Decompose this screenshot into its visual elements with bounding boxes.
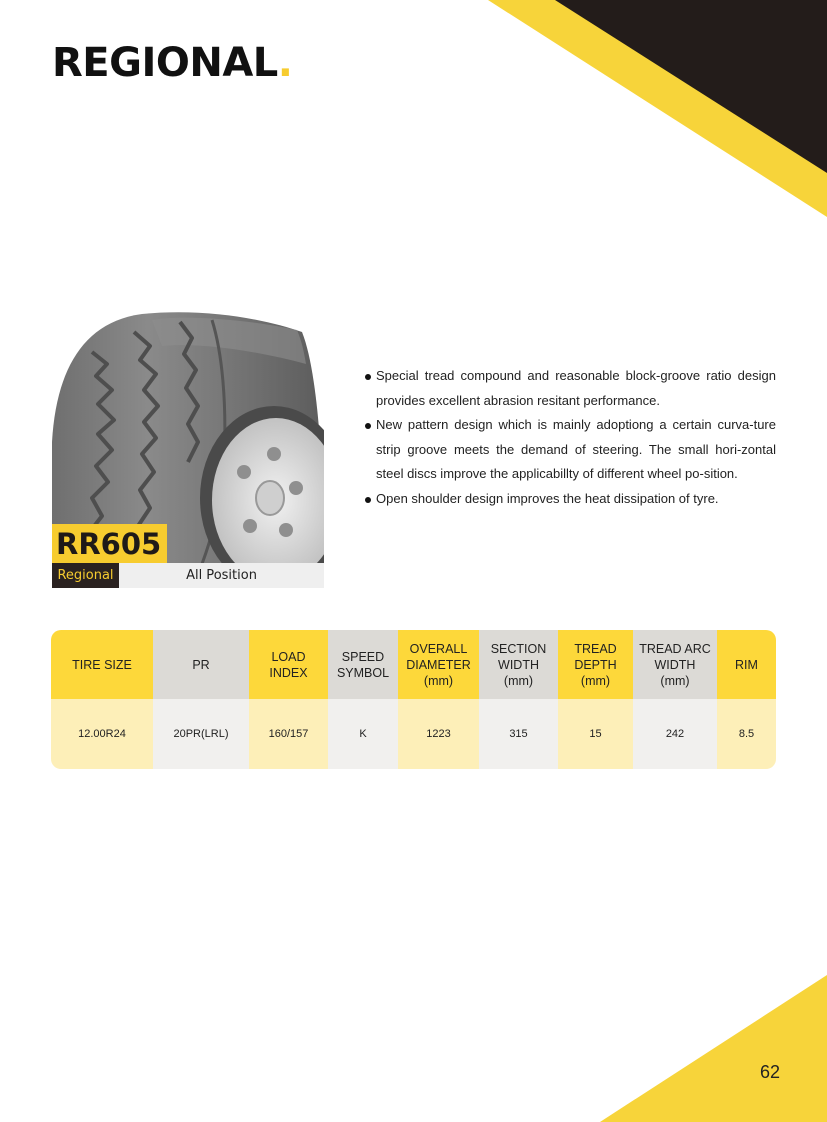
top-right-dark-triangle [555,0,827,173]
spec-header-cell: PR [153,630,249,699]
spec-column-tire-size [51,630,153,769]
spec-column-overall-diameter [398,630,479,769]
spec-header-cell: TIRE SIZE [51,630,153,699]
spec-column-tread-depth [558,630,633,769]
spec-header-cell: TREAD ARC WIDTH (mm) [633,630,717,699]
spec-data-cell: 242 [633,699,717,769]
spec-data-cell: 12.00R24 [51,699,153,769]
spec-data-cell: 1223 [398,699,479,769]
tire-tag-row [52,563,324,588]
spec-table [51,630,776,769]
page-number: 62 [760,1062,781,1082]
spec-header-cell: SPEED SYMBOL [328,630,398,699]
spec-column-tread-arc-width [633,630,717,769]
spec-data-cell: 160/157 [249,699,328,769]
tire-product-card [52,312,324,588]
spec-column-rim [717,630,776,769]
spec-column-section-width [479,630,558,769]
category-tag: Regional [52,563,119,588]
spec-header-cell: RIM [717,630,776,699]
spec-data-cell: 8.5 [717,699,776,769]
spec-header-cell: LOAD INDEX [249,630,328,699]
title-accent-dot: . [277,40,293,86]
feature-list [364,364,776,511]
spec-column-pr [153,630,249,769]
page-title: REGIONAL. [52,40,293,86]
spec-header-cell: OVERALL DIAMETER (mm) [398,630,479,699]
feature-item: Open shoulder design improves the heat dissipation of tyre. [364,487,776,512]
spec-data-cell: 15 [558,699,633,769]
spec-data-cell: 20PR(LRL) [153,699,249,769]
feature-item: Special tread compound and reasonable block-groove ratio design provides excellent abrasion resitant performance. [364,364,776,413]
position-tag: All Position [186,568,257,583]
tire-model-badge: RR605 [52,524,167,564]
bottom-right-yellow-triangle [600,975,827,1122]
spec-header-cell: SECTION WIDTH (mm) [479,630,558,699]
spec-data-cell: 315 [479,699,558,769]
spec-column-speed-symbol [328,630,398,769]
spec-column-load-index [249,630,328,769]
spec-header-cell: TREAD DEPTH (mm) [558,630,633,699]
spec-data-cell: K [328,699,398,769]
feature-item: New pattern design which is mainly adoptiong a certain curva-ture strip groove meets the demand of steering. The small hori-zontal steel discs improve the applicabillty of different wheel po-sition. [364,413,776,487]
